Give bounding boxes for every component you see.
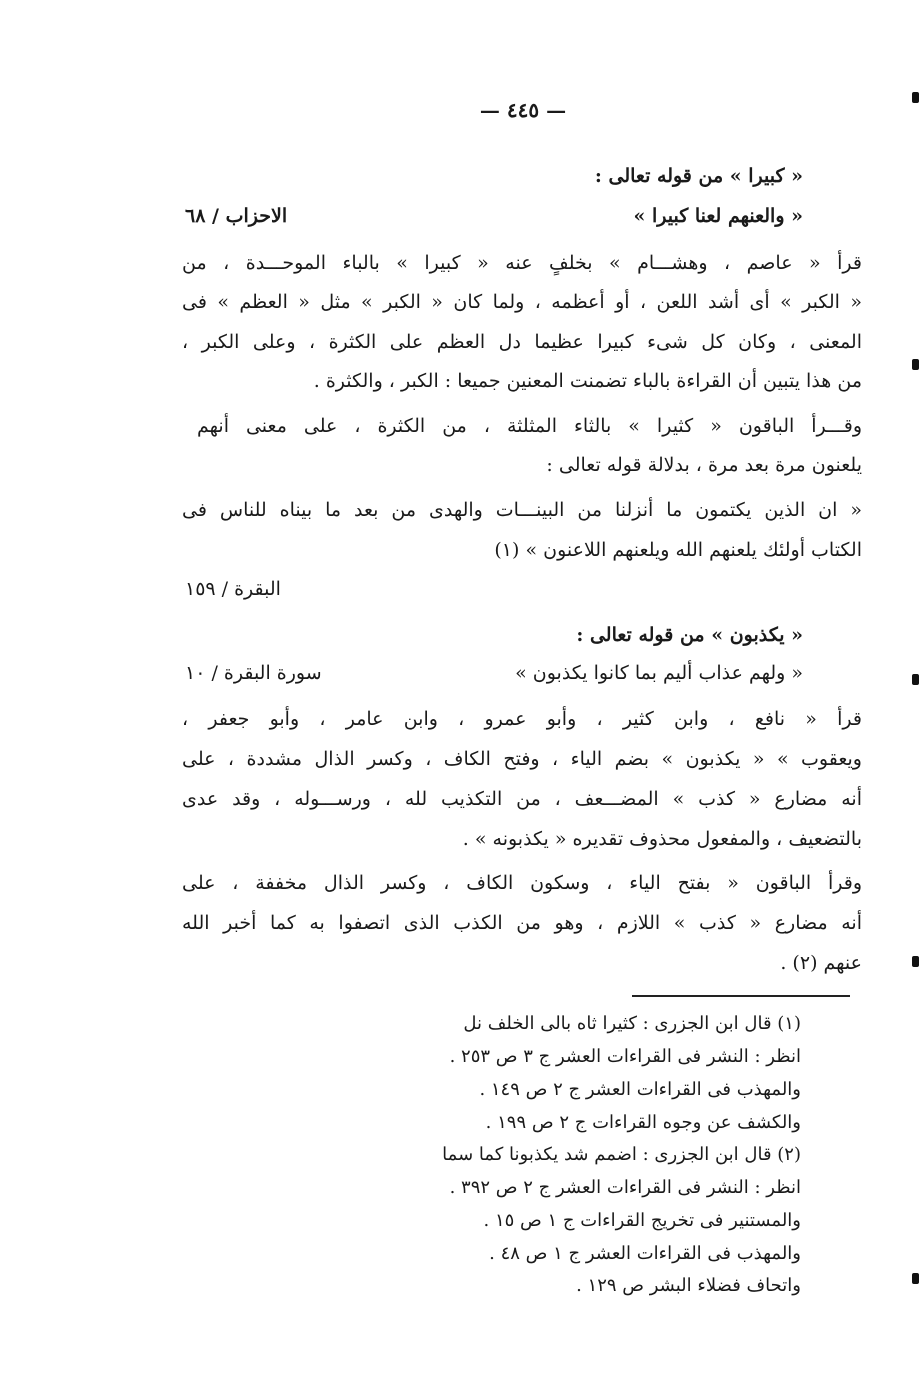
section2-p2-line1: وقرأ الباقون « بفتح الياء ، وسكون الكاف ، وكسر الذال مخففة ، على xyxy=(182,872,862,894)
footnote-line: انظر : النشر فى القراءات العشر ج ٢ ص ٣٩٢ . xyxy=(449,1177,801,1198)
section2-p1-line1: قرأ « نافع ، وابن كثير ، وأبو عمرو ، وابن عامر ، وأبو جعفر ، xyxy=(182,708,862,730)
footnote-line: والمستنير فى تخريج القراءات ج ١ ص ١٥ . xyxy=(483,1210,801,1231)
margin-mark xyxy=(912,956,919,967)
section2-p1-line3: أنه مضارع « كذب » المضـــعف ، من التكذيب لله ، ورســـوله ، وقد عدى xyxy=(182,788,862,810)
page-number: — ٤٤٥ — xyxy=(479,98,567,122)
section1-p1-line4: من هذا يتبين أن القراءة بالباء تضمنت المعنين جميعا : الكبر ، والكثرة . xyxy=(313,370,862,392)
section1-quote-line2: الكتاب أولئك يلعنهم الله ويلعنهم اللاعنون » (١) xyxy=(494,539,862,561)
section1-quote-ref: البقرة / ١٥٩ xyxy=(185,578,281,600)
footnote-line: (٢) قال ابن الجزرى : اضمم شد يكذبونا كما سما xyxy=(442,1144,801,1165)
section1-p2-line2: يلعنون مرة بعد مرة ، بدلالة قوله تعالى : xyxy=(546,454,862,476)
footnote-line: والكشف عن وجوه القراءات ج ٢ ص ١٩٩ . xyxy=(485,1112,801,1133)
footnote-line: انظر : النشر فى القراءات العشر ج ٣ ص ٢٥٣ . xyxy=(449,1046,801,1067)
section1-verse-ref: الاحزاب / ٦٨ xyxy=(185,205,288,227)
footnote-line: واتحاف فضلاء البشر ص ١٢٩ . xyxy=(576,1275,801,1296)
section2-heading: « يكذبون » من قوله تعالى : xyxy=(576,624,803,646)
section2-p2-line3: عنهم (٢) . xyxy=(780,952,862,974)
section2-p2-line2: أنه مضارع « كذب » اللازم ، وهو من الكذب الذى اتصفوا به كما أخبر الله xyxy=(182,912,862,934)
footnote-divider xyxy=(632,995,850,997)
section1-verse: « والعنهم لعنا كبيرا » xyxy=(633,205,803,227)
footnote-line: (١) قال ابن الجزرى : كثيرا ثاه بالى الخلف نل xyxy=(463,1013,801,1034)
section1-p2-line1: وقـــرأ الباقون « كثيرا » بالثاء المثلثة ، من الكثرة ، على معنى أنهم xyxy=(197,415,863,437)
section2-p1-line4: بالتضعيف ، والمفعول محذوف تقديره « يكذبونه » . xyxy=(462,828,862,850)
section1-p1-line2: « الكبر » أى أشد اللعن ، أو أعظمه ، ولما كان « الكبر » مثل « العظم » فى xyxy=(182,291,862,313)
section1-quote-line1: « ان الذين يكتمون ما أنزلنا من البينـــات والهدى من بعد ما بيناه للناس فى xyxy=(182,499,862,521)
margin-mark xyxy=(912,92,919,103)
margin-mark xyxy=(912,1273,919,1284)
section2-verse-ref: سورة البقرة / ١٠ xyxy=(185,662,322,684)
section1-p1-line3: المعنى ، وكان كل شىء كبيرا عظيما دل العظم على الكثرة ، وعلى الكبر ، xyxy=(182,331,862,353)
section2-verse: « ولهم عذاب أليم بما كانوا يكذبون » xyxy=(515,662,803,684)
margin-mark xyxy=(912,359,919,370)
footnote-line: والمهذب فى القراءات العشر ج ١ ص ٤٨ . xyxy=(489,1243,801,1264)
section1-heading: « كبيرا » من قوله تعالى : xyxy=(594,165,803,187)
footnote-line: والمهذب فى القراءات العشر ج ٢ ص ١٤٩ . xyxy=(479,1079,801,1100)
section1-p1-line1: قرأ « عاصم ، وهشـــام » بخلفٍ عنه « كبيرا » بالباء الموحـــدة ، من xyxy=(182,252,862,274)
section2-p1-line2: ويعقوب » « يكذبون » بضم الياء ، وفتح الكاف ، وكسر الذال مشددة ، على xyxy=(182,748,862,770)
margin-mark xyxy=(912,674,919,685)
